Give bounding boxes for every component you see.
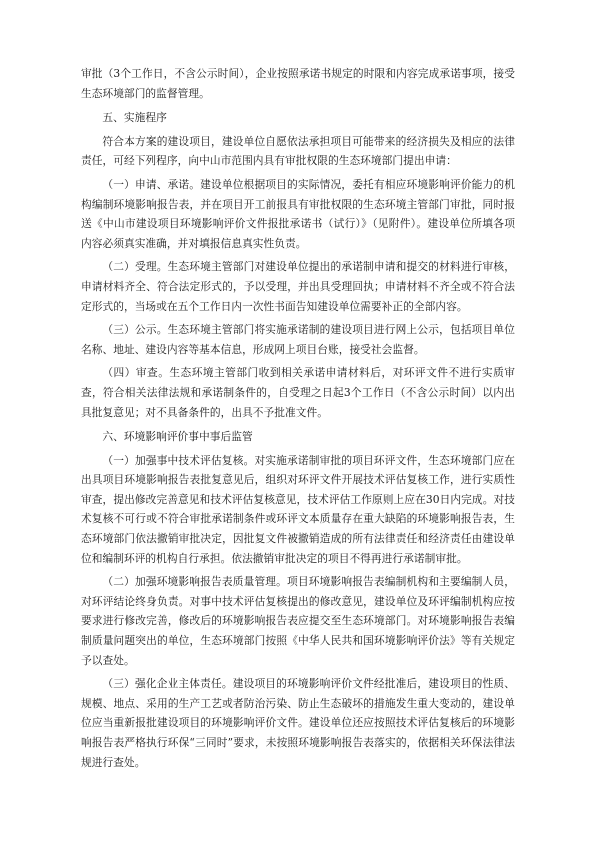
paragraph-technical-review: （一）加强事中技术评估复核。对实施承诺制审批的项目环评文件，生态环境部门应在出具项目环境影响报告表批复意见后，组织对环评文件开展技术评估复核工作，进行实质性审查，提出修改完善意见和技术评估复核意见，技术评估工作原则上应在30日内完成。对技术复核不可行或不符合审批承诺制条件或环评文本质量存在重大缺陷的环境影响报告表，生态环境部门依法撤销审批决定，因批复文件被撤销造成的所有法律责任和经济责任由建设单位和编制环评的机构自行承担。依法撤销审批决定的项目不得再进行承诺制审批。: [81, 453, 515, 565]
paragraph-enterprise-responsibility: （三）强化企业主体责任。建设项目的环境影响评价文件经批准后，建设项目的性质、规模、地点、采用的生产工艺或者防治污染、防止生态破坏的措施发生重大变动的，建设单位应当重新报批建设项目的环境影响评价文件。建设单位还应按照技术评估复核后的环境影响报告表严格执行环保“三同时”要求，未按照环境影响报告表落实的，依据相关环保法律法规进行查处。: [81, 677, 515, 769]
document-body: [81, 64, 515, 772]
paragraph-report-quality: （二）加强环境影响报告表质量管理。项目环境影响报告表编制机构和主要编制人员，对环评结论终身负责。对事中技术评估复核提出的修改意见，建设单位及环评编制机构应按要求进行修改完善，修改后的环境影响报告表应提交至生态环境部门。对环境影响报告表编制质量问题突出的单位，生态环境部门按照《中华人民共和国环境影响评价法》等有关规定予以查处。: [81, 575, 515, 667]
paragraph-application-commitment: （一）申请、承诺。建设单位根据项目的实际情况，委托有相应环境影响评价能力的机构编制环境影响报告表，并在项目开工前报具有审批权限的生态环境主管部门审批，同时报送《中山市建设项目环境影响评价文件报批承诺书（试行）》（见附件）。建设单位所填各项内容必须真实准确，并对填报信息真实性负责。: [81, 177, 515, 250]
paragraph-review: （四）审查。生态环境主管部门收到相关承诺申请材料后，对环评文件不进行实质审查，符合相关法律法规和承诺制条件的，自受理之日起3个工作日（不含公示时间）以内出具批复意见；对不具备条件的，出具不予批准文件。: [81, 366, 515, 419]
paragraph-procedure-intro: 符合本方案的建设项目，建设单位自愿依法承担项目可能带来的经济损失及相应的法律责任，可经下列程序，向中山市范围内具有审批权限的生态环境部门提出申请：: [81, 134, 515, 168]
section-heading-supervision: 六、环境影响评价事中事后监管: [102, 430, 253, 444]
paragraph-acceptance: （二）受理。生态环境主管部门对建设单位提出的承诺制申请和提交的材料进行审核，申请材料齐全、符合法定形式的，予以受理，并出具受理回执；申请材料不齐全或不符合法定形式的，当场或在五个工作日内一次性书面告知建设单位需要补正的全部内容。: [81, 260, 515, 313]
section-heading-implementation-procedure: 五、实施程序: [102, 111, 167, 125]
paragraph-public-notice: （三）公示。生态环境主管部门将实施承诺制的建设项目进行网上公示，包括项目单位名称、地址、建设内容等基本信息，形成网上项目台账，接受社会监督。: [81, 323, 515, 356]
paragraph-approval-continuation: 审批（3个工作日，不含公示时间），企业按照承诺书规定的时限和内容完成承诺事项，接受生态环境部门的监督管理。: [81, 67, 515, 100]
